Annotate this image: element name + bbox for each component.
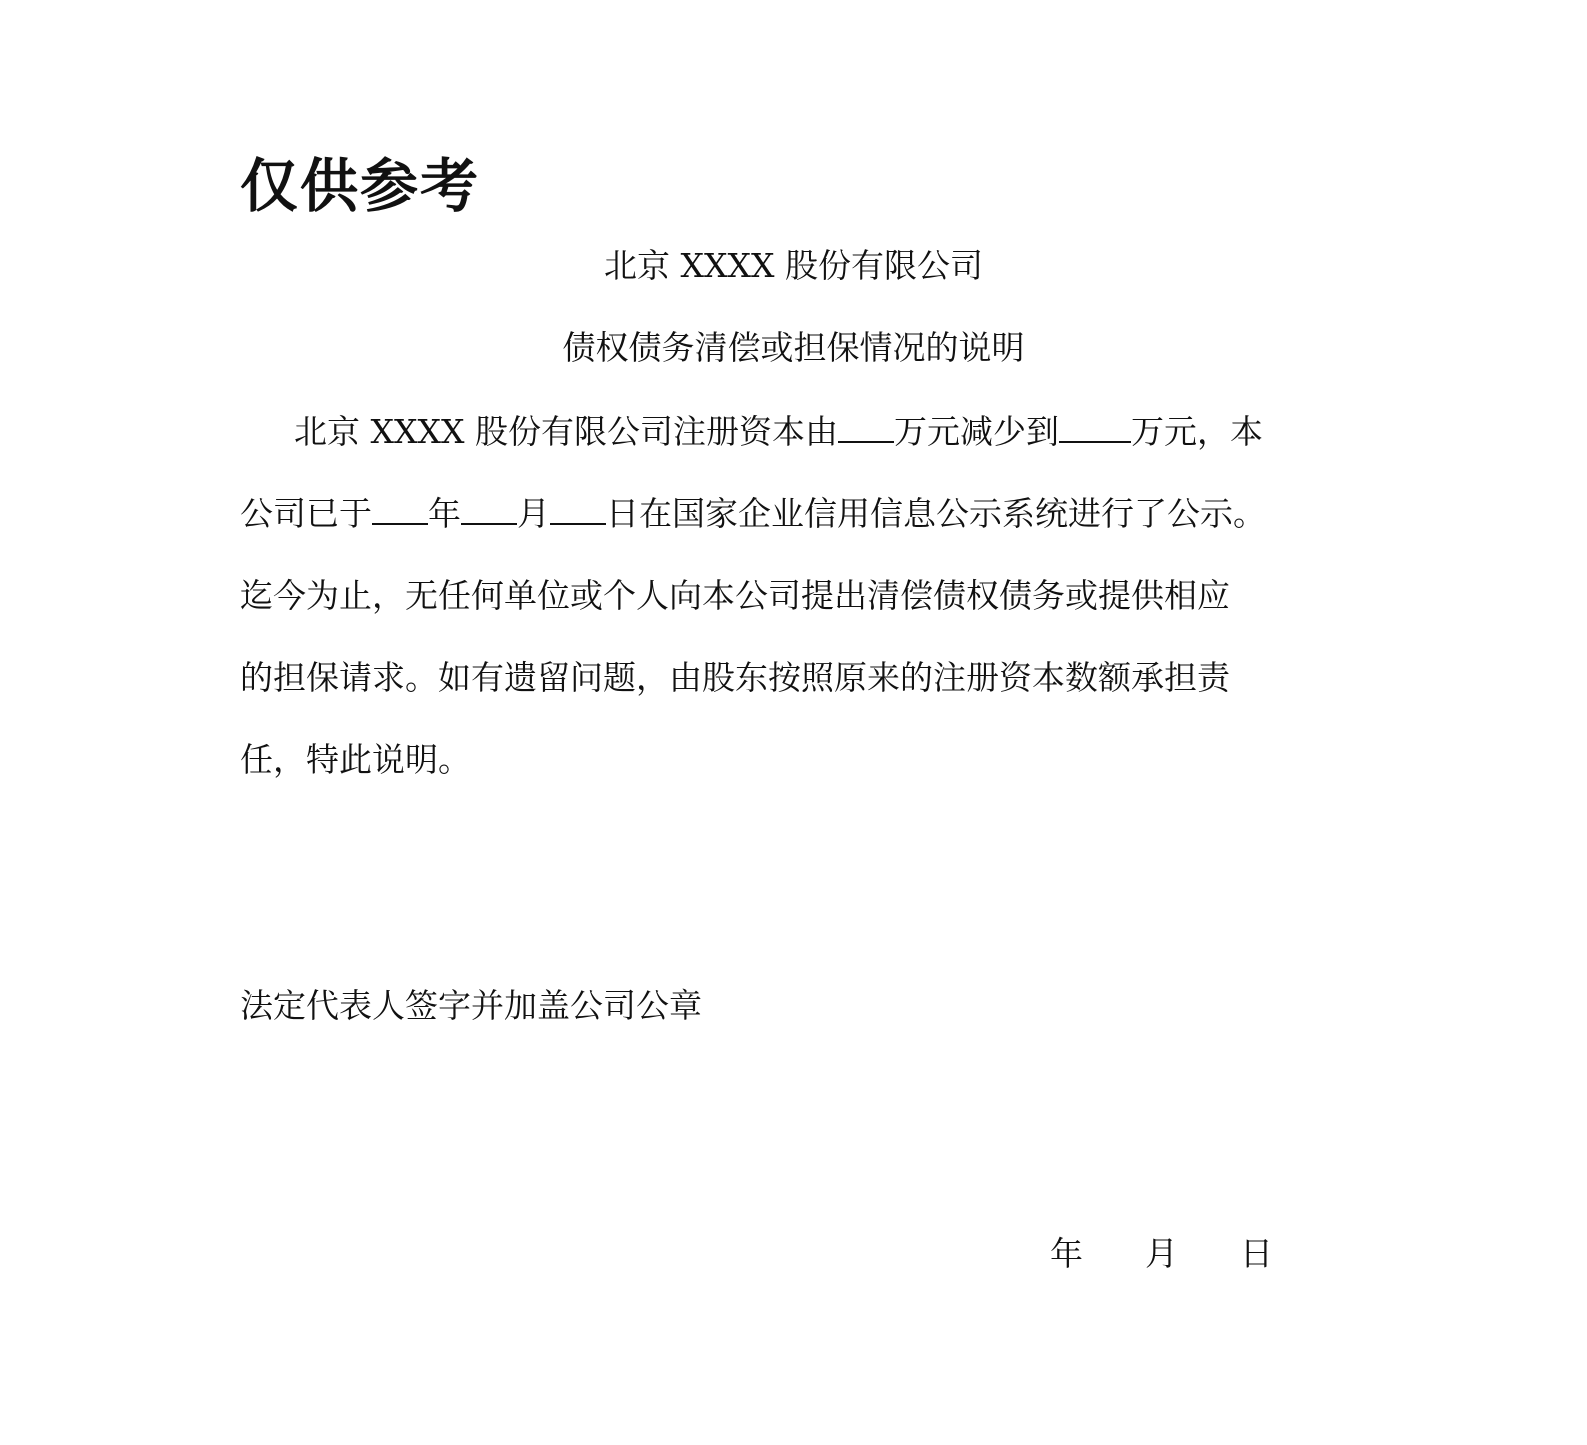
date-year: 年: [1050, 1234, 1083, 1273]
body-paragraph-line-2: [240, 492, 1266, 536]
blank-amount-from: [838, 411, 894, 443]
document-title: 债权债务清偿或担保情况的说明: [562, 328, 1025, 367]
body-paragraph-line-3: 迄今为止，无任何单位或个人向本公司提出清偿债权债务或提供相应: [240, 576, 1230, 615]
body-text: 万元，本: [1130, 412, 1263, 451]
watermark-text: 仅供参考: [240, 152, 481, 220]
body-paragraph-line-4: 的担保请求。如有遗留问题，由股东按照原来的注册资本数额承担责: [240, 658, 1230, 697]
body-text: 公司已于: [240, 494, 372, 533]
body-text: 年: [428, 494, 461, 533]
body-paragraph-line-1: [294, 410, 1263, 454]
blank-day: [550, 493, 606, 525]
blank-year: [372, 493, 428, 525]
company-title: 北京 XXXX 股份有限公司: [604, 246, 983, 285]
body-text: 万元减少到: [893, 412, 1059, 451]
date-month: 月: [1145, 1234, 1178, 1273]
date-line: [1050, 1232, 1273, 1276]
body-text: 月: [517, 494, 550, 533]
blank-amount-to: [1059, 411, 1131, 443]
body-text: 日在国家企业信用信息公示系统进行了公示。: [606, 494, 1266, 533]
signature-instruction: 法定代表人签字并加盖公司公章: [240, 986, 702, 1025]
body-text: 北京 XXXX 股份有限公司注册资本由: [294, 412, 838, 451]
body-paragraph-line-5: 任，特此说明。: [240, 740, 471, 779]
date-day: 日: [1240, 1234, 1273, 1273]
blank-month: [461, 493, 517, 525]
